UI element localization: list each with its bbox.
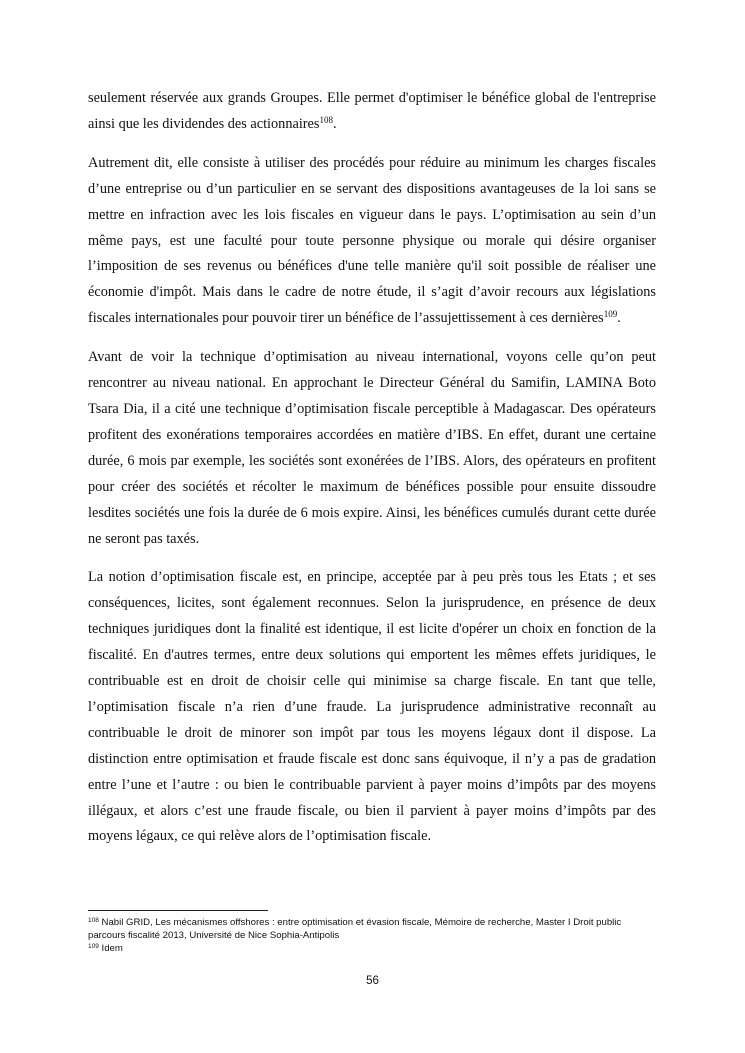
page-number: 56 — [366, 975, 379, 987]
paragraph-4 — [88, 565, 656, 850]
footnote-109 — [88, 942, 658, 955]
paragraph-1-tail: . — [332, 115, 337, 132]
paragraph-2 — [88, 151, 656, 332]
footnote-text: Idem — [98, 943, 123, 955]
paragraph-2-text: Autrement dit, elle consiste à utiliser des procédés pour réduire au minimum les charges fiscales d’une entreprise ou d’un particulier en se servant des dispositions avantageuses de la loi sans se mettre en infraction avec les lois fiscales en vigueur dans le pays. L’optimisation au sein d’un même pays, est une faculté pour toute personne physique ou morale qui désire organiser l’imposition de ses revenus ou bénéfices d'une telle manière qu'il soit possible de réaliser une économie d'impôt. Mais dans le cadre de notre étude, il s’agit d’avoir recours aux législations fiscales internationales pour pouvoir tirer un bénéfice de l’assujettissement à ces dernières — [88, 154, 656, 327]
footnote-108 — [88, 916, 658, 942]
paragraph-1-text: seulement réservée aux grands Groupes. Elle permet d'optimiser le bénéfice global de l'entreprise ainsi que les dividendes des actionnaires — [88, 90, 656, 132]
document-body — [88, 86, 656, 863]
paragraph-4-text: La notion d’optimisation fiscale est, en principe, acceptée par à peu près tous les Etats ; et ses conséquences, licites, sont également reconnues. Selon la jurisprudence, en présence de deux techniques juridiques dont la finalité est identique, il est licite d'opérer un choix en fonction de la fiscalité. En d'autres termes, entre deux solutions qui emportent les mêmes effets juridiques, le contribuable est en droit de choisir celle qui minimise sa charge fiscale. En tant que telle, l’optimisation fiscale n’a rien d’une fraude. La jurisprudence administrative reconnaît au contribuable le droit de minorer son impôt par tous les moyens légaux dont il dispose. La distinction entre optimisation et fraude fiscale est donc sans équivoque, il n’y a pas de gradation entre l’une et l’autre : ou bien le contribuable parvient à payer moins d’impôts par des moyens illégaux, et alors c’est une fraude fiscale, ou bien il parvient à payer moins d’impôts par des moyens légaux, ce qui relève alors de l’optimisation fiscale. — [88, 569, 656, 845]
footnote-number: 109 — [88, 943, 99, 951]
footnote-ref-109[interactable]: 109 — [603, 309, 618, 320]
footnote-number: 108 — [88, 916, 99, 924]
paragraph-3-text: Avant de voir la technique d’optimisation au niveau international, voyons celle qu’on peut rencontrer au niveau national. En approchant le Directeur Général du Samifin, LAMINA Boto Tsara Dia, il a cité une technique d’optimisation fiscale perceptible à Madagascar. Des opérateurs profitent des exonérations temporaires accordées en matière d’IBS. En effet, durant une certaine durée, 6 mois par exemple, les sociétés sont exonérées de l’IBS. Alors, des opérateurs en profitent pour créer des sociétés et récolter le maximum de bénéfices possible pour ensuite dissoudre lesdites sociétés une fois la durée de 6 mois expire. Ainsi, les bénéfices cumulés durant cette durée ne seront pas taxés. — [88, 349, 656, 547]
paragraph-1 — [88, 86, 656, 138]
paragraph-2-tail: . — [617, 310, 621, 327]
footnote-ref-108[interactable]: 108 — [319, 114, 333, 125]
footnote-separator — [88, 910, 268, 911]
footnote-text: Nabil GRID, Les mécanismes offshores : entre optimisation et évasion fiscale, Mémoire de recherche, Master I Droit public parcours fiscalité 2013, Université de Nice Sophia-Antipolis — [88, 917, 622, 942]
footnotes — [88, 916, 658, 956]
paragraph-3 — [88, 345, 656, 552]
